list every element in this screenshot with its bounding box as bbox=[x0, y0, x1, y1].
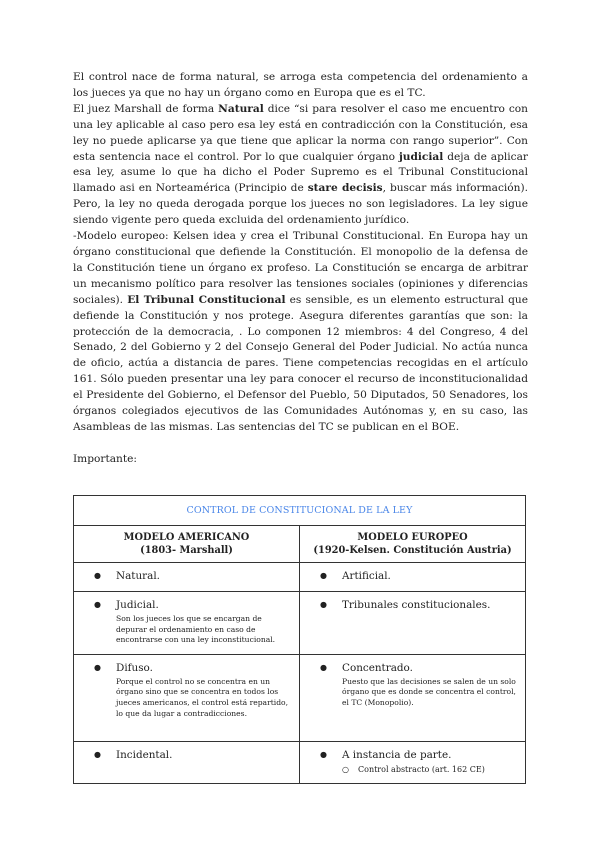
table-cell: ● Artificial. bbox=[300, 563, 526, 592]
document-page bbox=[73, 70, 528, 468]
bullet-icon: ● bbox=[320, 571, 327, 580]
table-cell: ● Concentrado. Puesto que las decisiones se salen de un solo órgano que es donde se concentra el control, el TC (Monopolio). bbox=[300, 654, 526, 741]
bullet-icon: ● bbox=[94, 662, 101, 672]
bullet-icon: ● bbox=[320, 600, 327, 609]
paragraph-1: El control nace de forma natural, se arroga esta competencia del ordenamiento a los jueces ya que no hay un órgano como en Europa que es el TC. bbox=[73, 71, 528, 99]
column-header-european: MODELO EUROPEO (1920-Kelsen. Constitución Austria) bbox=[300, 526, 526, 563]
table-cell: ● Difuso. Porque el control no se concentra en un órgano sino que se concentra en todos los jueces americanos, el control está repartido, lo que da lugar a contradicciones. bbox=[74, 654, 300, 741]
sub-bullet-icon: ○ bbox=[342, 764, 349, 774]
paragraph-3: -Modelo europeo: Kelsen idea y crea el Tribunal Constitucional. En Europa hay un órgano constitucional que defiende la Constitución. El monopolio de la defensa de la Constitución tiene un órgano ex profeso. La Constitución se encarga de arbitrar un mecanismo político para resolver las tensiones sociales (opiniones y diferencias sociales). El Tribunal Constitucional es sensible, es un elemento estructural que defiende la Constitución y nos protege. Asegura diferentes garantías que son: la protección de la democracia, . Lo componen 12 miembros: 4 del Congreso, 4 del Senado, 2 del Gobierno y 2 del Consejo General del Poder Judicial. No actúa nunca de oficio, actúa a distancia de pares. Tiene competencias recogidas en el artículo 161. Sólo pueden presentar una ley para conocer el recurso de inconstitucionalidad el Presidente del Gobierno, el Defensor del Pueblo, 50 Diputados, 50 Senadores, los órganos colegiados ejecutivos de las Comunidades Autónomas y, en su caso, las Asambleas de las mismas. Las sentencias del TC se publican en el BOE. bbox=[73, 230, 528, 433]
bullet-icon: ● bbox=[94, 600, 101, 609]
table-cell: ● Incidental. bbox=[74, 741, 300, 783]
bullet-icon: ● bbox=[94, 571, 101, 580]
table-cell: ● Judicial. Son los jueces los que se encargan de depurar el ordenamiento en caso de encontrarse con una ley inconstitucional. bbox=[74, 592, 300, 655]
table-cell: ● Tribunales constitucionales. bbox=[300, 592, 526, 655]
column-header-american: MODELO AMERICANO (1803- Marshall) bbox=[74, 526, 300, 563]
body-text bbox=[73, 70, 528, 436]
paragraph-2: El juez Marshall de forma Natural dice “si para resolver el caso me encuentro con una ley aplicable al caso pero esa ley está en contradicción con la Constitución, esa ley no puede aplicarse ya que tiene que aplicar la norma con rango superior”. Con esta sentencia nace el control. Por lo que cualquier órgano judicial deja de aplicar esa ley, asume lo que ha dicho el Poder Supremo es el Tribunal Constitucional llamado asi en Norteamérica (Principio de stare decisis, buscar más información). Pero, la ley no queda derogada porque los jueces no son legisladores. La ley sigue siendo vigente pero queda excluida del ordenamiento jurídico. bbox=[73, 102, 528, 227]
table-title: CONTROL DE CONSTITUCIONAL DE LA LEY bbox=[74, 496, 526, 526]
table-cell: ● A instancia de parte. ○ Control abstracto (art. 162 CE) bbox=[300, 741, 526, 783]
bullet-icon: ● bbox=[320, 749, 327, 759]
bullet-icon: ● bbox=[320, 662, 327, 672]
comparison-table bbox=[73, 495, 526, 784]
table-cell: ● Natural. bbox=[74, 563, 300, 592]
bullet-icon: ● bbox=[94, 749, 101, 759]
importante-label: Importante: bbox=[73, 452, 137, 465]
